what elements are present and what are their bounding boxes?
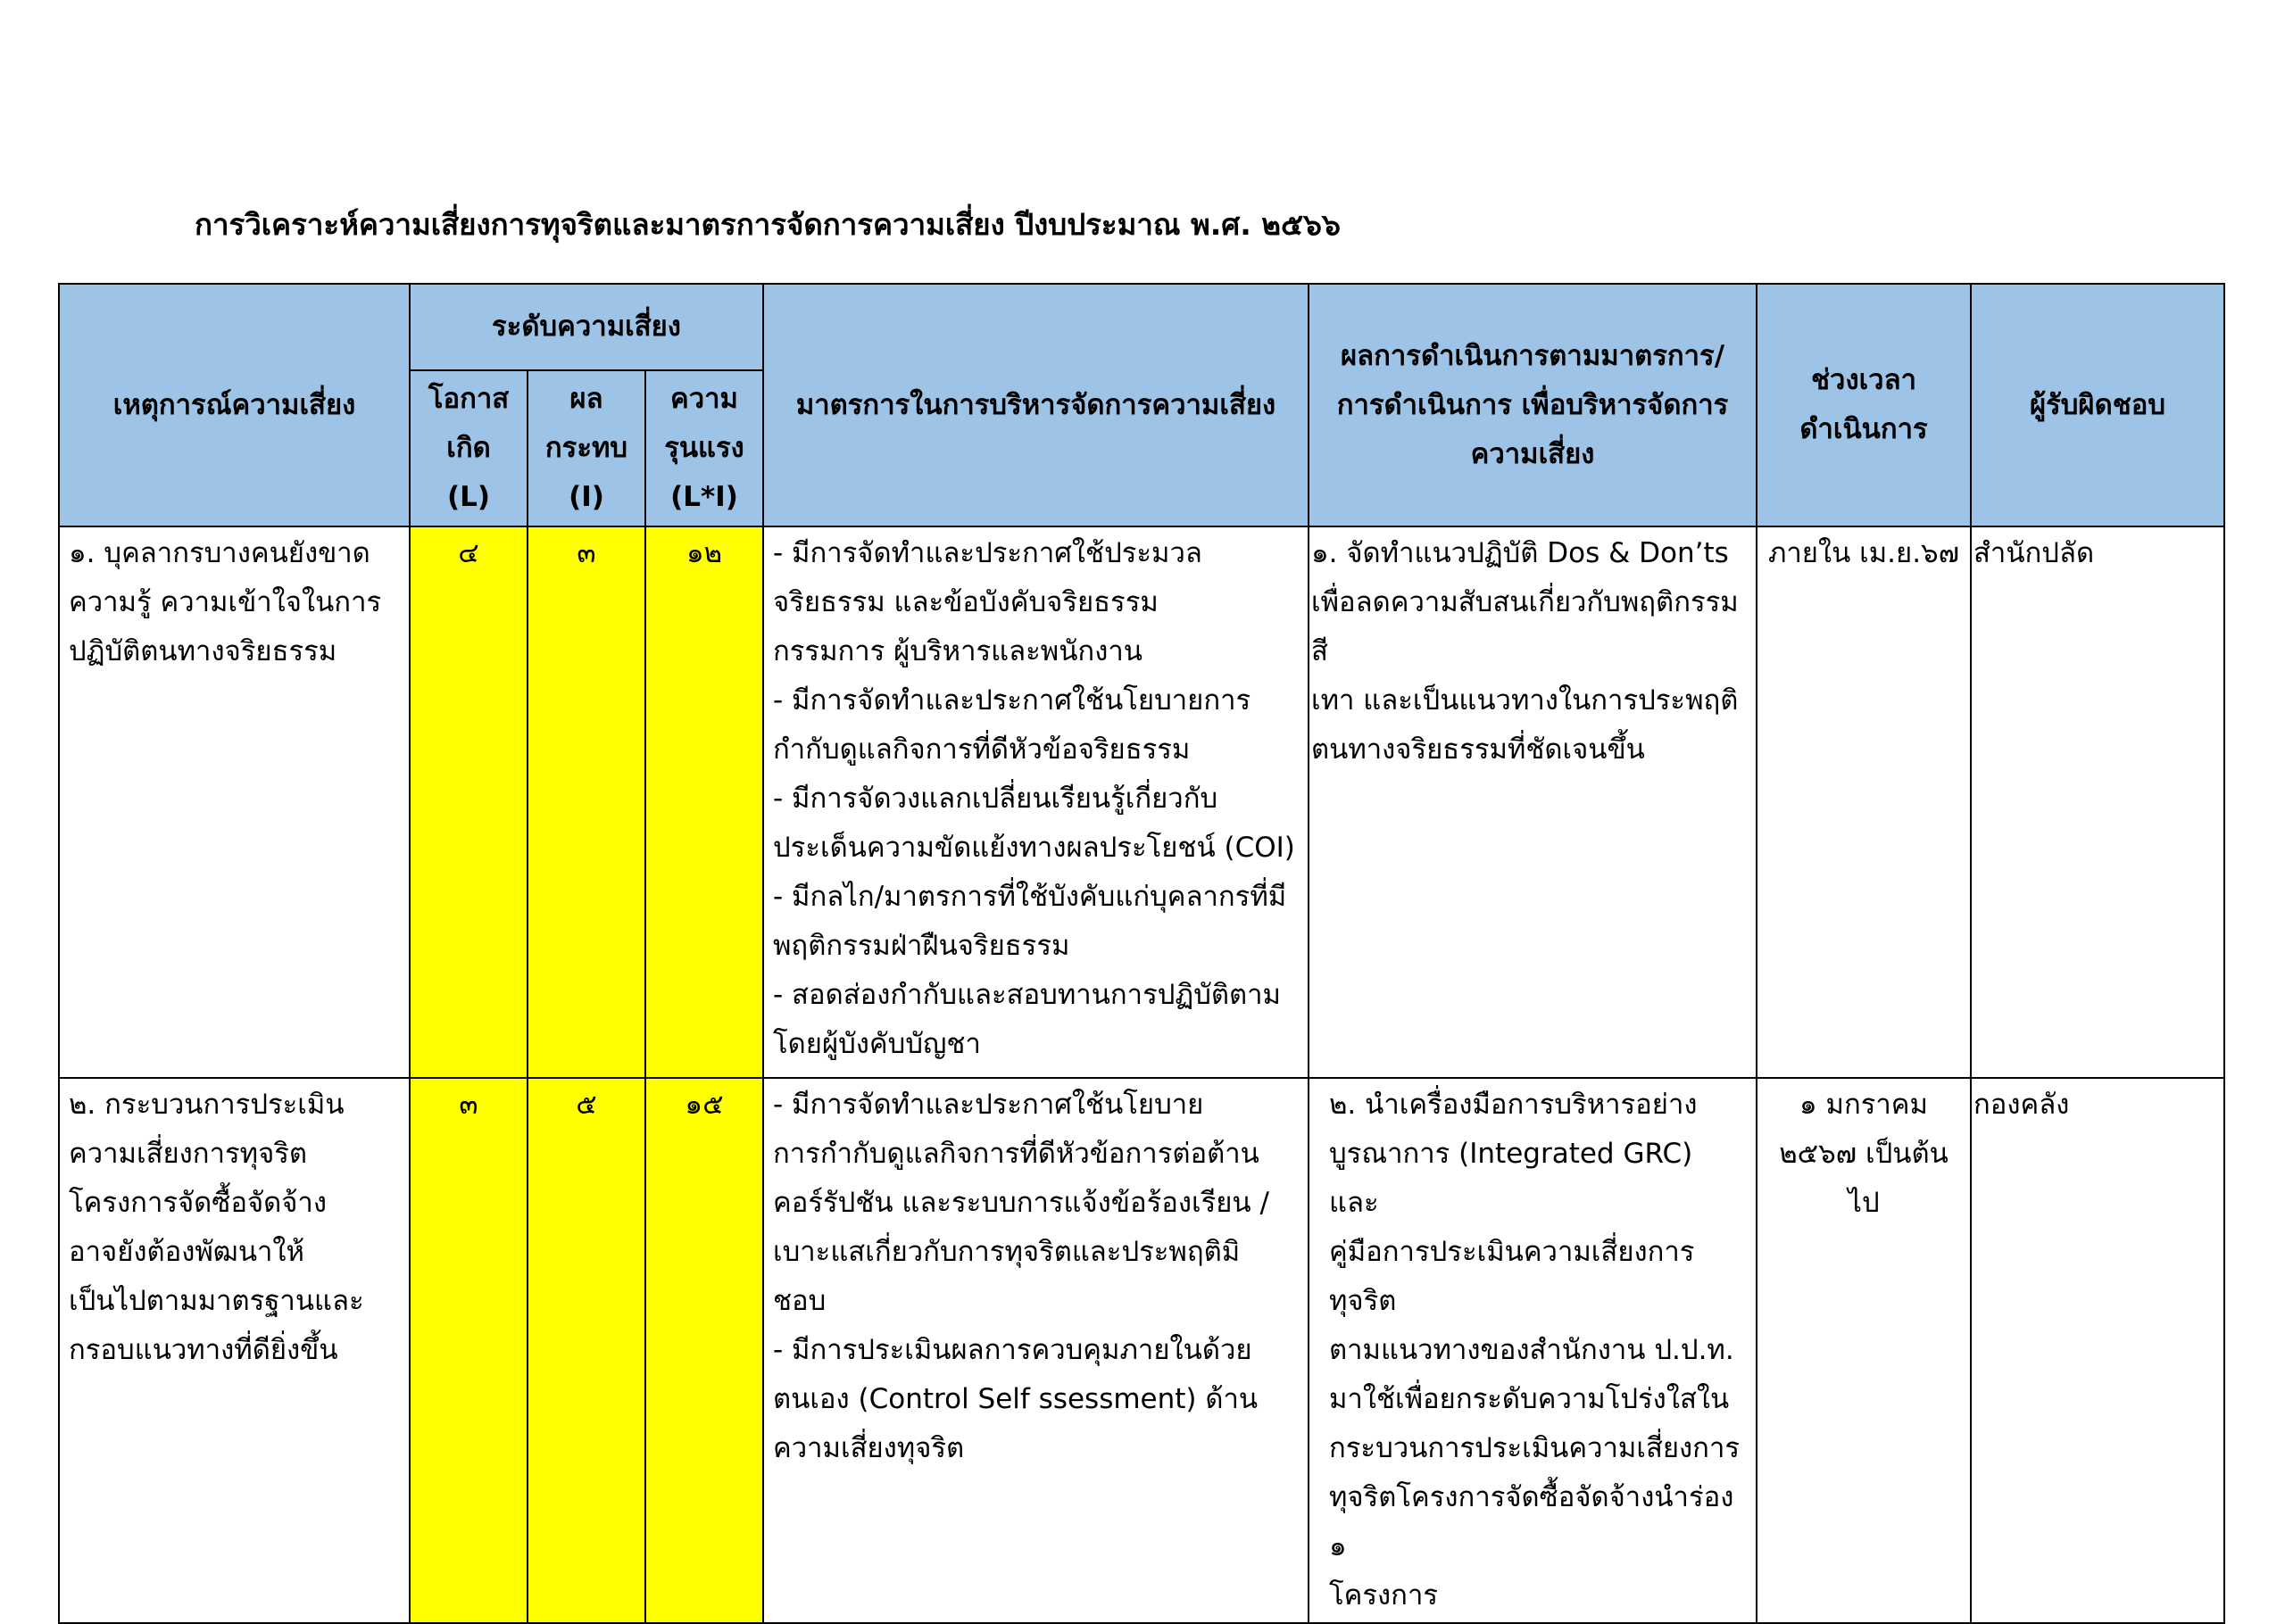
table-row [59,526,2224,1078]
header-likelihood: โอกาส เกิด (L) [410,370,528,526]
measures-cell [763,526,1309,1078]
measure-line: ชอบ [773,1285,827,1317]
risk-event-cell: ๒. กระบวนการประเมิน ความเสี่ยงการทุจริต โครงการจัดซื้อจัดจ้าง อาจยังต้องพัฒนาให้ เป็นไปตามมาตรฐานและ กรอบแนวทางที่ดียิ่งขึ้น [59,1078,410,1623]
likelihood-cell: ๓ [410,1078,528,1623]
measure-line: พฤติกรรมฝ่าฝืนจริยธรรม [773,930,1070,962]
results-cell: ๒. นำเครื่องมือการบริหารอย่าง บูรณาการ (Integrated GRC) และ คู่มือการประเมินความเสี่ยงการทุจริต ตามแนวทางของสำนักงาน ป.ป.ท. มาใช้เพื่อยกระดับความโปร่งใสใน กระบวนการประเมินความเสี่ยงการ ทุจริตโครงการจัดซื้อจัดจ้างนำร่อง ๑ โครงการ [1309,1078,1757,1623]
header-risk-event: เหตุการณ์ความเสี่ยง [59,284,410,526]
measure-line: - มีการจัดทำและประกาศใช้ประมวล [773,537,1202,569]
measure-line: เบาะแสเกี่ยวกับการทุจริตและประพฤติมิ [773,1236,1241,1268]
measure-line: คอร์รัปชัน และระบบการแจ้งข้อร้องเรียน / [773,1187,1269,1219]
header-measures: มาตรการในการบริหารจัดการความเสี่ยง [763,284,1309,526]
header-risk-level: ระดับความเสี่ยง [410,284,763,370]
measure-line: ประเด็นความขัดแย้งทางผลประโยชน์ (COI) [773,832,1295,864]
responsible-cell: สำนักปลัด [1971,526,2224,1078]
measure-line: - มีการจัดวงแลกเปลี่ยนเรียนรู้เกี่ยวกับ [773,783,1218,815]
risk-event-cell: ๑. บุคลากรบางคนยังขาด ความรู้ ความเข้าใจในการ ปฏิบัติตนทางจริยธรรม [59,526,410,1078]
header-results: ผลการดำเนินการตามมาตรการ/ การดำเนินการ เพื่อบริหารจัดการ ความเสี่ยง [1309,284,1757,526]
table-row [59,1078,2224,1623]
measure-line: ตนเอง (Control Self ssessment) ด้าน [773,1383,1259,1415]
risk-analysis-table [58,283,2225,1624]
severity-cell: ๑๒ [645,526,763,1078]
measure-line: - มีกลไก/มาตรการที่ใช้บังคับแก่บุคลากรที่มี [773,881,1287,913]
impact-cell: ๕ [528,1078,645,1623]
period-cell: ภายใน เม.ย.๖๗ [1757,526,1971,1078]
period-cell: ๑ มกราคม ๒๕๖๗ เป็นต้น ไป [1757,1078,1971,1623]
measure-line: - มีการจัดทำและประกาศใช้นโยบายการ [773,684,1251,717]
header-period: ช่วงเวลา ดำเนินการ [1757,284,1971,526]
responsible-cell: กองคลัง [1971,1078,2224,1623]
measure-line: ความเสี่ยงทุจริต [773,1432,965,1464]
header-severity: ความ รุนแรง (L*I) [645,370,763,526]
measure-line: กรรมการ ผู้บริหารและพนักงาน [773,635,1142,667]
measure-line: กำกับดูแลกิจการที่ดีหัวข้อจริยธรรม [773,733,1191,766]
measure-line: โดยผู้บังคับบัญชา [773,1028,981,1060]
impact-cell: ๓ [528,526,645,1078]
measures-cell [763,1078,1309,1623]
results-cell: ๑. จัดทำแนวปฏิบัติ Dos & Don’ts เพื่อลดความสับสนเกี่ยวกับพฤติกรรมสี เทา และเป็นแนวทางในการประพฤติ ตนทางจริยธรรมที่ชัดเจนขึ้น [1309,526,1757,1078]
measure-line: - มีการจัดทำและประกาศใช้นโยบาย [773,1089,1204,1121]
measure-line: - สอดส่องกำกับและสอบทานการปฏิบัติตาม [773,979,1281,1011]
measure-line: การกำกับดูแลกิจการที่ดีหัวข้อการต่อต้าน [773,1138,1259,1170]
header-impact: ผล กระทบ (I) [528,370,645,526]
header-responsible: ผู้รับผิดชอบ [1971,284,2224,526]
measure-line: จริยธรรม และข้อบังคับจริยธรรม [773,586,1159,618]
severity-cell: ๑๕ [645,1078,763,1623]
document-title: การวิเคราะห์ความเสี่ยงการทุจริตและมาตรการจัดการความเสี่ยง ปีงบประมาณ พ.ศ. ๒๕๖๖ [195,207,1341,242]
likelihood-cell: ๔ [410,526,528,1078]
measure-line: - มีการประเมินผลการควบคุมภายในด้วย [773,1334,1252,1366]
